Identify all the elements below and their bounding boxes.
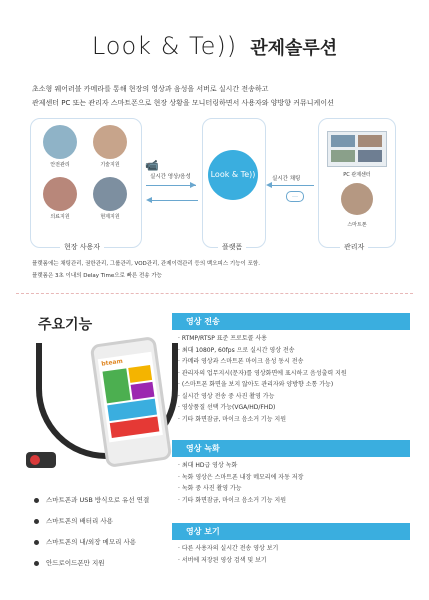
feature-item: · RTMP/RTSP 표준 프로토콜 사용 [178,335,267,342]
photo-field [93,177,127,211]
pc-label: PC 관제센터 [343,172,371,178]
photo-medical [43,177,77,211]
app-tile[interactable] [128,365,152,383]
flow-arrow [146,185,196,186]
intro-line: 관제센터 PC 또는 관리자 스마트폰으로 현장 상황을 모니터링하면서 사용자와 양방향 커뮤니케이션 [32,99,334,107]
section-video-transmission [172,313,410,425]
arrow-right-icon [190,182,196,188]
app-tile[interactable] [103,368,131,403]
feature-item: · 실시간 영상 전송 중 사진 촬영 가능 [178,392,275,400]
section-band: 영상 전송 [172,313,410,330]
section-band: 영상 녹화 [172,440,410,457]
app-name: bteam [100,357,124,368]
app-tile[interactable] [131,382,155,400]
flow-arrow [150,200,198,201]
phone-label: 스마트폰 [347,222,367,228]
bullet-dot [34,498,39,503]
note-line: 플랫폼은 3초 이내의 Delay Time으로 빠른 전송 가능 [32,273,162,279]
flow-right-label: 실시간 채팅 [272,176,301,182]
section-items [172,540,410,566]
monitor-tile [331,135,355,147]
photo-caption: 안전관리 [50,162,70,168]
field-users-label: 현장 사용자 [60,242,104,252]
feature-item: · 최대 HD급 영상 녹화 [178,462,238,469]
feature-item: · 영상품질 선택 가능(VGA/HD/FHD) [178,404,276,411]
feature-item: · 다른 사용자의 실시간 전송 영상 보기 [178,545,279,552]
manager-photo [341,183,373,215]
feature-item: · 기타 화면잠금, 마이크 음소거 기능 지원 [178,415,286,423]
bullet-dot [34,561,39,566]
feature-item: · 서버에 저장된 영상 검색 및 보기 [178,556,267,564]
phone-screen [98,352,163,443]
camera-icon: 📹 [145,159,159,172]
flow-left-label: 실시간 영상/음성 [150,174,191,180]
section-items [172,457,410,506]
features-heading: 주요기능 [38,317,93,333]
camera-lens-icon [30,455,40,465]
flow-arrow [270,185,314,186]
feature-item: · 최대 1080P, 60fps 으로 실시간 영상 전송 [178,346,295,354]
feature-item: · 녹화 중 사진 촬영 가능 [178,485,242,492]
bullet-text: 스마트폰과 USB 방식으로 유선 연결 [46,496,150,504]
page-title: 관제솔루션 [250,38,338,59]
manager-panel [318,118,396,248]
arrow-left-icon [146,197,152,203]
feature-item: · 카메라 영상과 스마트폰 마이크 음성 동시 전송 [178,358,304,365]
feature-item: · 기타 화면잠금, 마이크 음소거 기능 지원 [178,496,286,504]
brand-logo: Look & Te)) [91,32,238,60]
platform-label: 플랫폼 [218,242,246,252]
device-bullet [34,516,113,525]
photo-safety [43,125,77,159]
device-bullet [34,558,105,567]
arrow-left-icon [266,182,272,188]
field-users-panel [30,118,142,248]
note-line: 플랫폼에는 채팅관리, 권한관리, 그룹관리, VOD관리, 관제이력관리 등의 백오피스 기능이 포함. [32,261,260,267]
photo-caption: 의료지원 [50,214,70,220]
bullet-text: 스마트폰의 내/외장 메모리 사용 [46,538,137,546]
page-header [0,32,429,60]
chat-bubble-icon: … [286,191,304,202]
section-video-recording [172,440,410,506]
bullet-text: 스마트폰의 배터리 사용 [46,517,113,525]
device-bullet [34,537,136,546]
photo-caption: 현제지원 [100,214,120,220]
device-bullet [34,495,149,504]
section-items [172,330,410,425]
feature-item: · (스마트폰 화면을 보지 않아도 관리자와 양방향 소통 가능) [178,381,334,388]
intro-line: 초소형 웨어러블 카메라를 통해 현장의 영상과 음성을 서버로 실시간 전송하고 [32,85,269,93]
pc-monitor-icon [327,131,387,167]
section-divider [16,293,413,294]
feature-item: · 녹화 영상은 스마트폰 내장 메모리에 자동 저장 [178,473,304,481]
feature-item: · 관리자의 업무지시(문자)를 영상화면에 표시하고 음성출력 지원 [178,369,347,377]
manager-label: 관리자 [340,242,368,252]
photo-tech [93,125,127,159]
section-band: 영상 보기 [172,523,410,540]
bullet-dot [34,540,39,545]
camera-module [26,452,56,468]
photo-caption: 기술지원 [100,162,120,168]
section-video-view [172,523,410,566]
monitor-tile [331,150,355,162]
monitor-tile [358,150,382,162]
monitor-tile [358,135,382,147]
platform-hub: Look & Te)) [208,150,258,200]
bullet-text: 안드로이드폰만 지원 [46,559,105,567]
bullet-dot [34,519,39,524]
intro-text [32,82,402,110]
